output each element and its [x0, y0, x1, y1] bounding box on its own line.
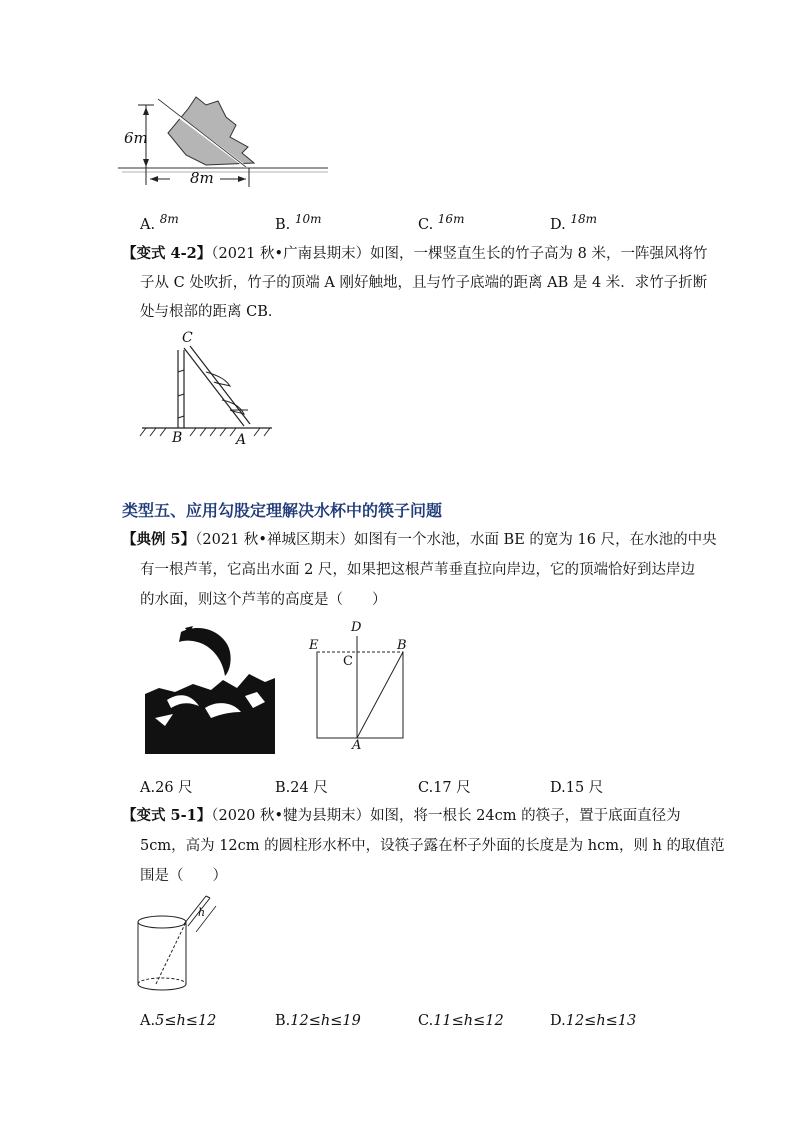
choice-text: 11≤h≤12 — [433, 1013, 504, 1029]
choice-d[interactable] — [550, 1013, 636, 1029]
section-title: 类型五、应用勾股定理解决水杯中的筷子问题 — [122, 501, 443, 520]
tree-figure — [118, 95, 328, 190]
question-5-1-line3: 围是（ ） — [140, 868, 227, 884]
example-5-line3: 的水面，则这个芦苇的高度是（ ） — [140, 592, 387, 608]
pool-diagram — [305, 620, 420, 755]
choice-text: 24 尺 — [290, 780, 328, 796]
choice-text: 5≤h≤12 — [155, 1013, 217, 1029]
point-c-label: C — [343, 654, 353, 669]
choice-d[interactable] — [550, 776, 603, 797]
choice-text: 10m — [294, 212, 322, 226]
cup-figure — [130, 892, 240, 997]
choices-row — [140, 776, 780, 798]
choice-letter: C. — [418, 780, 434, 796]
choice-letter: C. — [418, 1013, 434, 1029]
question-label: 【变式 5-1】 — [122, 807, 212, 824]
question-text: （2021 秋•广南县期末）如图，一棵竖直生长的竹子高为 8 米，一阵强风将竹 — [211, 246, 708, 262]
choices-row — [140, 1013, 780, 1035]
choice-text: 26 尺 — [155, 780, 193, 796]
reed-photo — [145, 622, 275, 754]
question-4-2-line1 — [122, 244, 708, 264]
choice-letter: C. — [418, 216, 434, 233]
bamboo-drawing — [140, 330, 280, 450]
point-d-label: D — [351, 620, 362, 635]
point-a-label: A — [236, 432, 247, 448]
h-label: h — [198, 906, 206, 919]
bamboo-figure — [140, 330, 280, 450]
question-5-1-line1 — [122, 806, 681, 826]
choice-text: 15 尺 — [565, 780, 604, 796]
example-5-line1 — [122, 530, 717, 550]
question-text: （2020 秋•犍为县期末）如图，将一根长 24cm 的筷子，置于底面直径为 — [211, 808, 681, 824]
choice-letter: D. — [550, 1013, 566, 1029]
choice-d[interactable] — [550, 212, 597, 233]
choice-letter: D. — [550, 216, 566, 233]
choice-c[interactable] — [418, 1013, 504, 1029]
choice-letter: D. — [550, 780, 566, 796]
choice-b[interactable] — [275, 1013, 361, 1029]
point-b-label: B — [172, 430, 183, 446]
choice-b[interactable] — [275, 776, 328, 797]
choice-letter: B. — [275, 216, 291, 233]
tree-figure-drawing — [118, 95, 328, 190]
width-label: 8m — [190, 169, 214, 187]
cup-drawing — [130, 892, 240, 997]
choice-a[interactable] — [140, 776, 193, 797]
point-e-label: E — [309, 638, 319, 653]
choice-text: 18m — [570, 212, 597, 226]
choice-c[interactable] — [418, 212, 464, 233]
choice-letter: A. — [140, 1013, 156, 1029]
point-b-label: B — [397, 638, 407, 653]
choice-text: 12≤h≤13 — [565, 1013, 637, 1029]
choice-text: 17 尺 — [433, 780, 471, 796]
height-label: 6m — [124, 129, 148, 147]
question-4-2-line3: 处与根部的距离 CB． — [140, 304, 283, 320]
choice-letter: B. — [275, 1013, 291, 1029]
choice-text: 8m — [159, 212, 179, 226]
choice-c[interactable] — [418, 776, 471, 797]
question-label: 【变式 4-2】 — [122, 245, 212, 262]
reed-photo-drawing — [145, 622, 275, 754]
choice-a[interactable] — [140, 1013, 216, 1029]
point-c-label: C — [182, 330, 193, 346]
question-4-2-line2: 子从 C 处吹折，竹子的顶端 A 刚好触地，且与竹子底端的距离 AB 是 4 米．求竹子折断 — [140, 275, 708, 291]
choice-letter: A. — [140, 780, 156, 796]
choice-text: 12≤h≤19 — [290, 1013, 361, 1029]
choice-a[interactable] — [140, 212, 179, 233]
question-5-1-line2: 5cm，高为 12cm 的圆柱形水杯中，设筷子露在杯子外面的长度是为 hcm，则 h 的取值范 — [140, 838, 725, 854]
choice-letter: A. — [140, 216, 156, 233]
example-5-line2: 有一根芦苇，它高出水面 2 尺，如果把这根芦苇垂直拉向岸边，它的顶端恰好到达岸边 — [140, 562, 695, 578]
choices-row — [140, 212, 780, 234]
choice-b[interactable] — [275, 212, 322, 233]
question-text: （2021 秋•禅城区期末）如图有一个水池，水面 BE 的宽为 16 尺，在水池的中央 — [195, 532, 717, 548]
choice-text: 16m — [437, 212, 465, 226]
choice-letter: B. — [275, 780, 291, 796]
question-label: 【典例 5】 — [122, 531, 196, 548]
point-a-label: A — [352, 738, 362, 753]
